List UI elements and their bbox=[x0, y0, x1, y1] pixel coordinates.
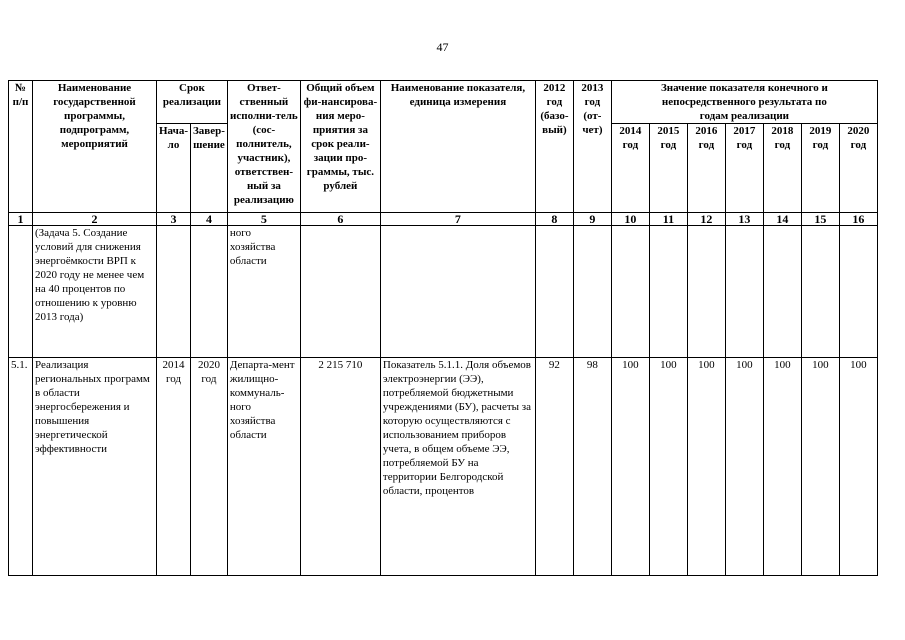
header-year-2018: 2018 год bbox=[763, 124, 801, 213]
row-2012 bbox=[535, 226, 573, 358]
col-number: 15 bbox=[801, 213, 839, 226]
header-year-2014: 2014 год bbox=[611, 124, 649, 213]
row-value-2016 bbox=[687, 226, 725, 358]
row-start bbox=[157, 226, 191, 358]
col-number: 5 bbox=[227, 213, 300, 226]
col-number: 14 bbox=[763, 213, 801, 226]
header-2013: 2013 год (от-чет) bbox=[573, 81, 611, 213]
header-year-2019: 2019 год bbox=[801, 124, 839, 213]
row-value-2014: 100 bbox=[611, 358, 649, 576]
header-year-2020: 2020 год bbox=[839, 124, 877, 213]
col-number: 10 bbox=[611, 213, 649, 226]
row-value-2020 bbox=[839, 226, 877, 358]
program-table bbox=[8, 80, 878, 576]
row-value-2017 bbox=[725, 226, 763, 358]
col-number: 16 bbox=[839, 213, 877, 226]
table-row bbox=[9, 226, 878, 358]
row-total bbox=[300, 226, 380, 358]
row-value-2015: 100 bbox=[649, 358, 687, 576]
row-responsible: Департа-мент жилищно-коммуналь-ного хозяйства области bbox=[227, 358, 300, 576]
page-number: 47 bbox=[436, 40, 449, 54]
header-term: Срок реализации bbox=[157, 81, 228, 124]
row-end: 2020 год bbox=[190, 358, 227, 576]
column-number-row bbox=[9, 213, 878, 226]
row-num: 5.1. bbox=[9, 358, 33, 576]
col-number: 6 bbox=[300, 213, 380, 226]
row-value-2015 bbox=[649, 226, 687, 358]
row-value-2020: 100 bbox=[839, 358, 877, 576]
table-row bbox=[9, 358, 878, 576]
header-year-2017: 2017 год bbox=[725, 124, 763, 213]
header-values-title: Значение показателя конечного и непосредственного результата по годам реализации bbox=[611, 81, 877, 124]
header-responsible: Ответ-ственный исполни-тель (сос-полнитель, участник), ответствен-ный за реализацию bbox=[227, 81, 300, 213]
header-indicator: Наименование показателя, единица измерения bbox=[380, 81, 535, 213]
header-term-end: Завер-шение bbox=[190, 124, 227, 213]
col-number: 2 bbox=[33, 213, 157, 226]
header-year-2015: 2015 год bbox=[649, 124, 687, 213]
row-value-2014 bbox=[611, 226, 649, 358]
row-value-2019: 100 bbox=[801, 358, 839, 576]
header-total: Общий объем фи-нансирова-ния меро-приятия за срок реали-зации про-граммы, тыс. рублей bbox=[300, 81, 380, 213]
row-name: (Задача 5. Создание условий для снижения энергоёмкости ВРП к 2020 году не менее чем на 40 процентов по отношению к уровню 2013 года) bbox=[33, 226, 157, 358]
row-indicator: Показатель 5.1.1. Доля объемов электроэнергии (ЭЭ), потребляемой бюджетными учреждениями (БУ), расчеты за которую осуществляются с использованием приборов учета, в общем объеме ЭЭ, потребляемой БУ на территории Белгородской области, процентов bbox=[380, 358, 535, 576]
col-number: 9 bbox=[573, 213, 611, 226]
row-value-2017: 100 bbox=[725, 358, 763, 576]
header-row-1 bbox=[9, 81, 878, 124]
row-value-2019 bbox=[801, 226, 839, 358]
header-num: № п/п bbox=[9, 81, 33, 213]
row-value-2018 bbox=[763, 226, 801, 358]
row-end bbox=[190, 226, 227, 358]
row-value-2018: 100 bbox=[763, 358, 801, 576]
row-2013 bbox=[573, 226, 611, 358]
col-number: 4 bbox=[190, 213, 227, 226]
row-start: 2014 год bbox=[157, 358, 191, 576]
row-2012: 92 bbox=[535, 358, 573, 576]
col-number: 12 bbox=[687, 213, 725, 226]
col-number: 8 bbox=[535, 213, 573, 226]
col-number: 7 bbox=[380, 213, 535, 226]
header-term-start: Нача-ло bbox=[157, 124, 191, 213]
row-indicator bbox=[380, 226, 535, 358]
header-year-2016: 2016 год bbox=[687, 124, 725, 213]
row-num bbox=[9, 226, 33, 358]
row-responsible: ного хозяйства области bbox=[227, 226, 300, 358]
col-number: 11 bbox=[649, 213, 687, 226]
row-name: Реализация региональных программ в области энергосбережения и повышения энергетической эффективности bbox=[33, 358, 157, 576]
col-number: 1 bbox=[9, 213, 33, 226]
header-2012: 2012 год (базо-вый) bbox=[535, 81, 573, 213]
row-total: 2 215 710 bbox=[300, 358, 380, 576]
col-number: 13 bbox=[725, 213, 763, 226]
col-number: 3 bbox=[157, 213, 191, 226]
row-2013: 98 bbox=[573, 358, 611, 576]
header-name: Наименование государственной программы, подпрограмм, мероприятий bbox=[33, 81, 157, 213]
row-value-2016: 100 bbox=[687, 358, 725, 576]
